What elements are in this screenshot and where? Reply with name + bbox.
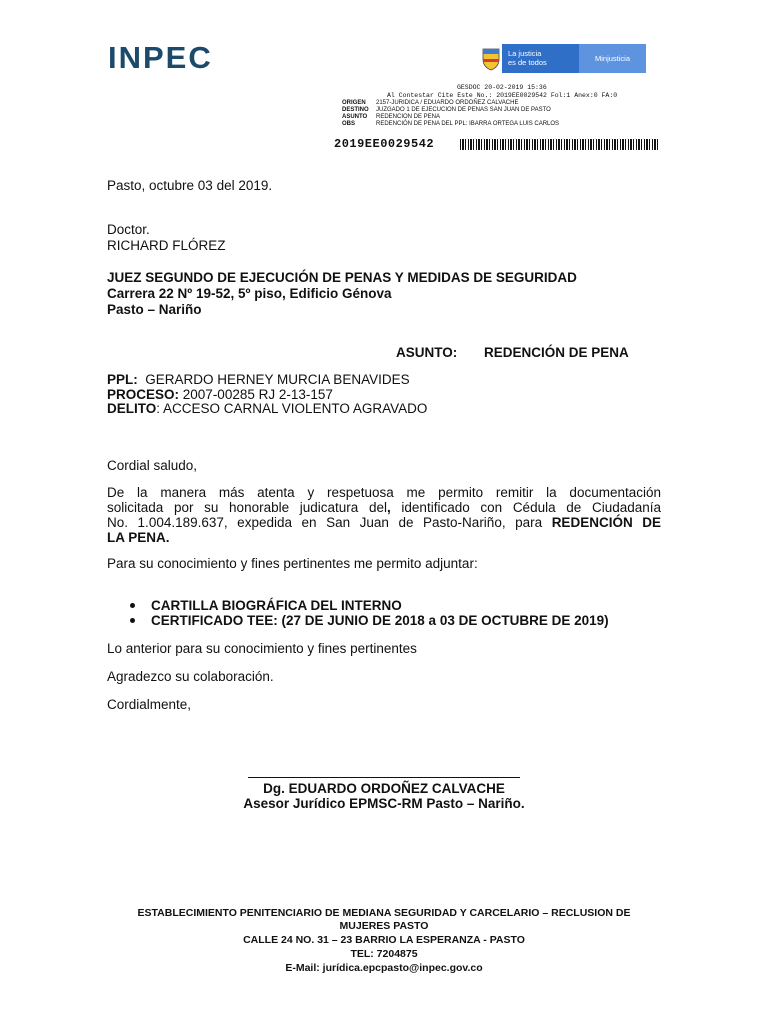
body-line2-a: solicitada por su honorable judicatura del (107, 500, 387, 515)
colombia-shield-icon (480, 46, 502, 72)
stamp-value: 2157-JURIDICA / EDUARDO ORDOÑEZ CALVACHE (376, 100, 519, 106)
bullet-icon (130, 618, 135, 623)
list-item (130, 598, 609, 613)
ppl-line (107, 372, 410, 387)
ministry-label: Minjusticia (579, 44, 646, 73)
closing-1: Lo anterior para su conocimiento y fines pertinentes (107, 641, 417, 656)
stamp-value: REDENCION DE PENA (376, 114, 441, 120)
footer-line2: MUJERES PASTO (339, 920, 429, 932)
proceso-line (107, 387, 333, 402)
footer-email[interactable]: E-Mail: jurídica.epcpasto@inpec.gov.co (285, 962, 483, 974)
signature-line (248, 777, 520, 778)
signer-name: Dg. EDUARDO ORDOÑEZ CALVACHE (263, 781, 505, 796)
stamp-key: ASUNTO (342, 114, 368, 120)
stamp-meta (342, 100, 559, 128)
salutation-title: Doctor. (107, 222, 150, 237)
registry-stamp (334, 82, 662, 152)
body-line3-a: No. 1.004.189.637, expedida en San Juan de Pasto-Nariño, para (107, 515, 552, 530)
stamp-row (342, 100, 559, 107)
body-line3-b: REDENCIÓN DE (551, 515, 661, 530)
ppl-value: GERARDO HERNEY MURCIA BENAVIDES (145, 372, 410, 387)
proceso-label: PROCESO: (107, 387, 180, 402)
closing-3: Cordialmente, (107, 697, 192, 712)
body-line2-comma: , (386, 500, 391, 515)
ppl-label: PPL: (107, 372, 138, 387)
letter-date: Pasto, octubre 03 del 2019. (107, 178, 273, 193)
stamp-value: REDENCIÓN DE PENA DEL PPL: IBARRA ORTEGA LUIS CARLOS (376, 121, 560, 127)
stamp-line1: GESDOC 20-02-2019 15:36 (457, 84, 547, 91)
attach-intro: Para su conocimiento y fines pertinentes me permito adjuntar: (107, 556, 478, 571)
court-city: Pasto – Nariño (107, 302, 202, 317)
stamp-key: ORIGEN (342, 100, 366, 106)
registry-code: 2019EE0029542 (334, 137, 435, 151)
government-banner (478, 44, 646, 73)
body-line2-b: identificado con Cédula de Ciudadanía (390, 500, 661, 515)
subject-value: REDENCIÓN DE PENA (484, 345, 629, 360)
attachment-label: CARTILLA BIOGRÁFICA DEL INTERNO (151, 598, 402, 613)
gov-banner-left (478, 44, 579, 73)
delito-label: DELITO (107, 401, 157, 416)
subject-label: ASUNTO: (396, 345, 458, 360)
bullet-icon (130, 603, 135, 608)
delito-value: : ACCESO CARNAL VIOLENTO AGRAVADO (156, 401, 428, 416)
attachments-list (130, 598, 609, 628)
closing-2: Agradezco su colaboración. (107, 669, 274, 684)
proceso-value: 2007-00285 RJ 2-13-157 (182, 387, 333, 402)
body-line: De la manera más atenta y respetuosa me permito remitir la documentación (107, 485, 661, 500)
stamp-value: JUZGADO 1 DE EJECUCION DE PENAS SAN JUAN DE PASTO (376, 107, 551, 113)
stamp-line2: Al Contestar Cite Este No.: 2019EE0029542 Fol:1 Anex:0 FA:0 (387, 92, 618, 99)
delito-line (107, 401, 427, 416)
inpec-logo: INPEC (108, 40, 213, 75)
greeting: Cordial saludo, (107, 458, 198, 473)
attachment-label: CERTIFICADO TEE: (27 DE JUNIO DE 2018 a 03 DE OCTUBRE DE 2019) (151, 613, 609, 628)
list-item (130, 613, 609, 628)
signer-role: Asesor Jurídico EPMSC-RM Pasto – Nariño. (243, 796, 525, 811)
recipient-name: RICHARD FLÓREZ (107, 238, 226, 253)
stamp-key: DESTINO (342, 107, 369, 113)
body-paragraph (107, 485, 661, 545)
body-line: LA PENA. (107, 530, 170, 545)
barcode-icon (460, 139, 660, 150)
gov-slogan (502, 44, 579, 73)
footer-line4: TEL: 7204875 (350, 948, 418, 960)
gov-slogan-line2: es de todos (508, 58, 547, 67)
court-address: Carrera 22 Nº 19-52, 5º piso, Edificio Génova (107, 286, 392, 301)
stamp-key: OBS (342, 121, 356, 127)
stamp-row (342, 107, 559, 114)
stamp-row (342, 114, 559, 121)
body-line (107, 515, 661, 530)
body-line (107, 500, 661, 515)
court-name: JUEZ SEGUNDO DE EJECUCIÓN DE PENAS Y MEDIDAS DE SEGURIDAD (107, 270, 577, 285)
footer-line3: CALLE 24 NO. 31 – 23 BARRIO LA ESPERANZA - PASTO (243, 934, 525, 946)
gov-slogan-line1: La justicia (508, 49, 542, 58)
footer-line1: ESTABLECIMIENTO PENITENCIARIO DE MEDIANA SEGURIDAD Y CARCELARIO – RECLUSION DE (137, 907, 631, 919)
stamp-row (342, 121, 559, 128)
